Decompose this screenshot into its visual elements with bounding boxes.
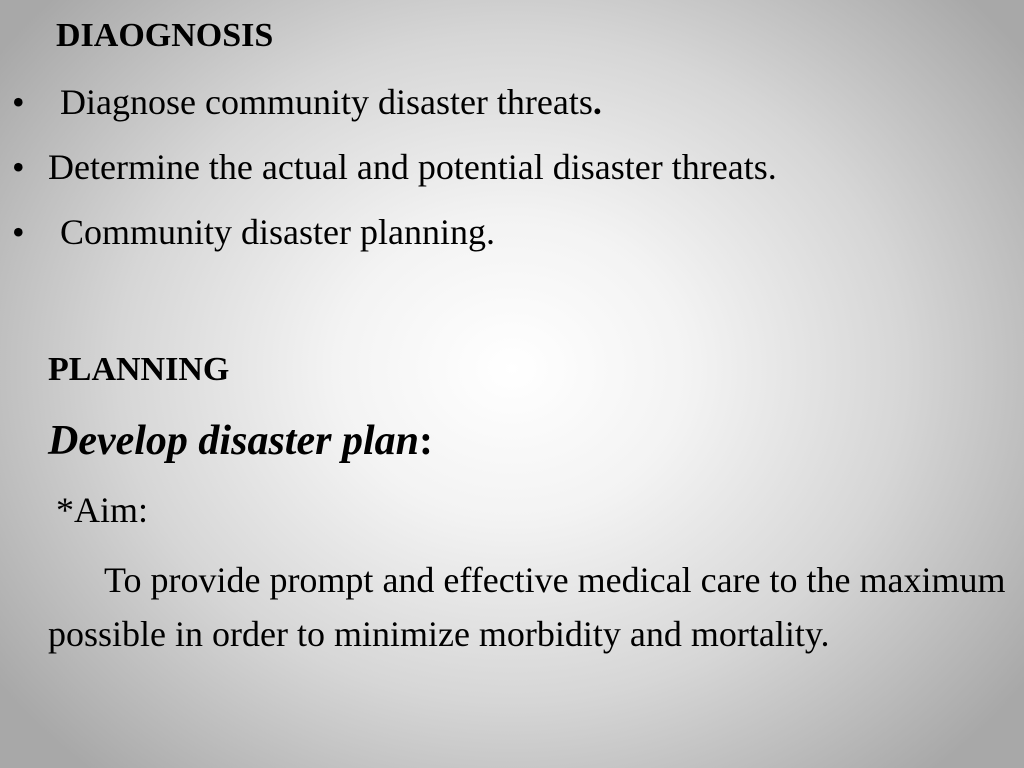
bullet-item xyxy=(12,210,495,254)
plan-subheading xyxy=(48,414,433,468)
plan-subheading-colon: : xyxy=(418,418,433,464)
bullet-icon: • xyxy=(12,147,25,187)
plan-subheading-text: Develop disaster plan xyxy=(48,418,419,464)
aim-label: *Aim: xyxy=(56,490,149,530)
bullet-text: Determine the actual and potential disaster threats. xyxy=(48,147,777,187)
bullet-trailing: . xyxy=(592,82,602,122)
bullet-text: Community disaster planning. xyxy=(60,212,495,252)
bullet-icon: • xyxy=(12,82,25,122)
bullet-text: Diagnose community disaster threats xyxy=(60,82,593,122)
bullet-item xyxy=(12,145,777,189)
bullet-icon: • xyxy=(12,212,25,252)
bullet-item xyxy=(12,80,602,124)
diagnosis-heading: DIAOGNOSIS xyxy=(56,17,274,54)
aim-paragraph: To provide prompt and effective medical care to the maximum possible in order to minimize morbidity and mortality. xyxy=(48,560,1006,654)
planning-heading: PLANNING xyxy=(48,351,230,388)
